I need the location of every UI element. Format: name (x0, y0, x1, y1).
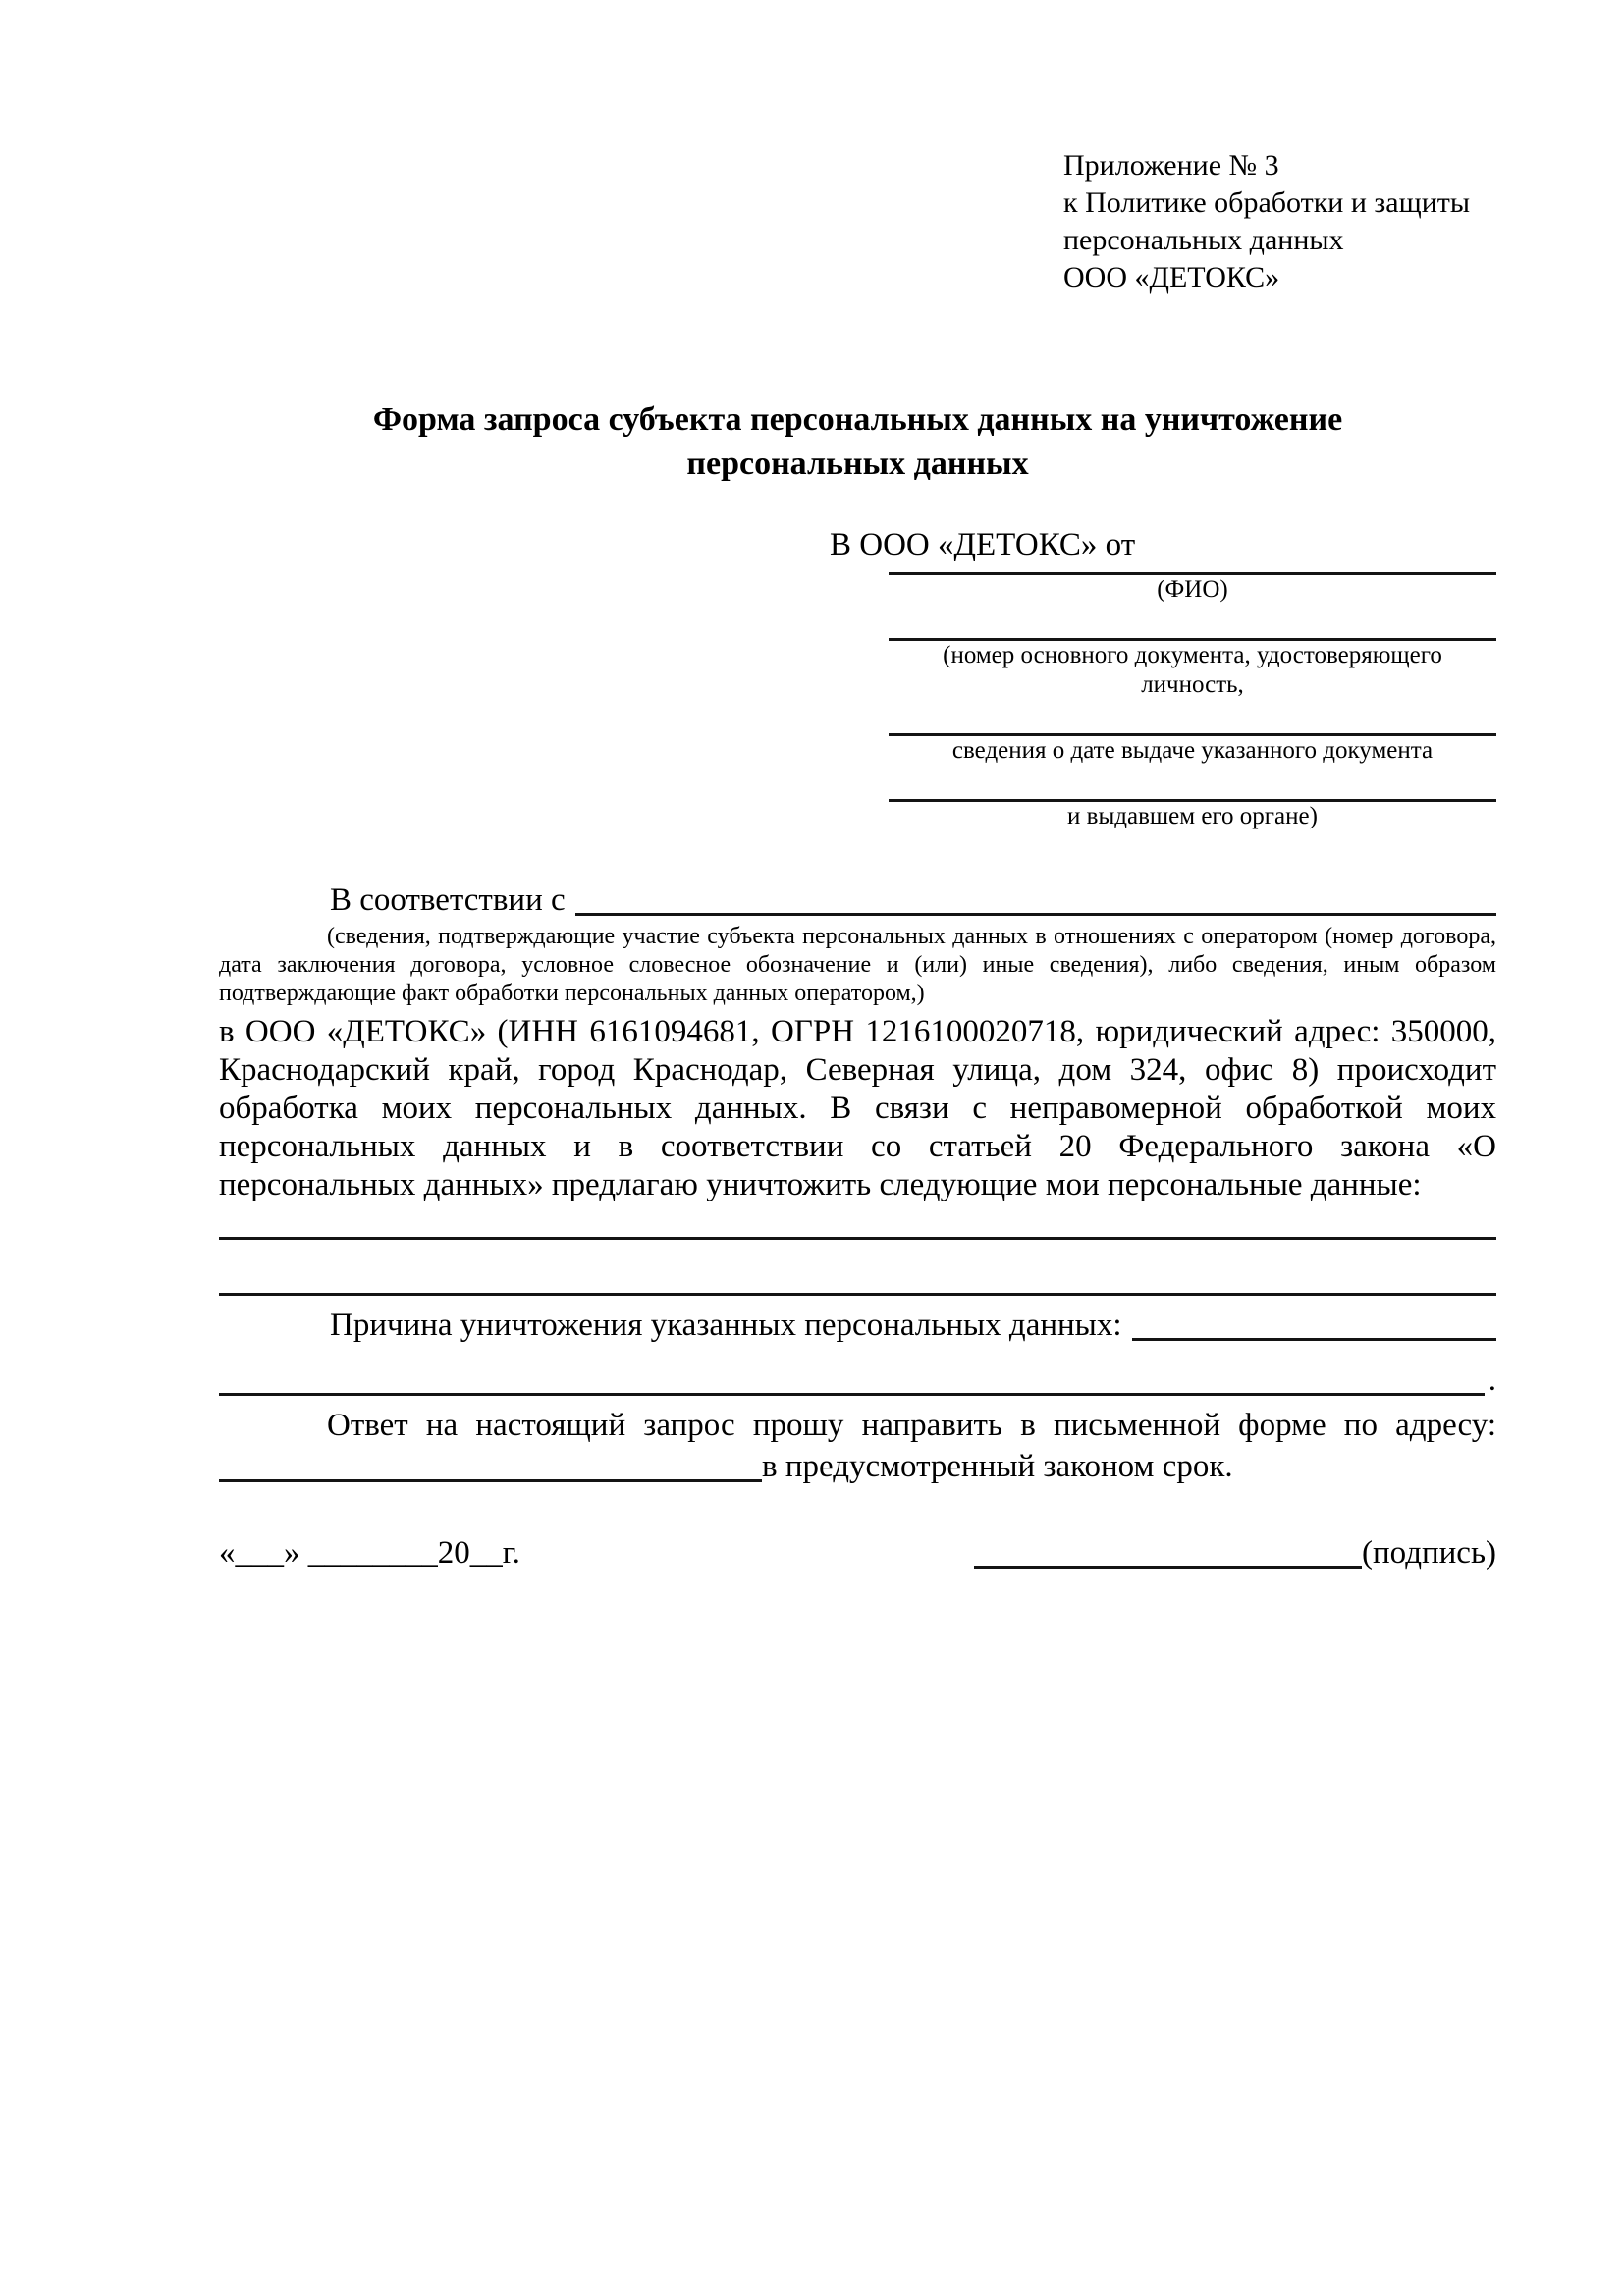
addressee-to-line: В ООО «ДЕТОКС» от (830, 527, 1136, 562)
appendix-block (1063, 147, 1496, 296)
appendix-line: Приложение № 3 (1063, 149, 1279, 182)
appendix-line: ООО «ДЕТОКС» (1063, 261, 1280, 294)
document-number-caption: (номер основного документа, удостоверяющего личность, (943, 642, 1442, 698)
accordance-row (219, 881, 1496, 920)
fio-caption: (ФИО) (1157, 576, 1228, 603)
appendix-line: к Политике обработки и защиты (1063, 187, 1471, 219)
reason-continuation-blank-line (219, 1393, 1485, 1396)
signature-caption: (подпись) (1362, 1535, 1496, 1571)
reason-row (219, 1306, 1496, 1345)
issuing-authority-caption: и выдавшем его органе) (1067, 803, 1318, 829)
fio-blank-row (889, 572, 1496, 605)
accordance-note: (сведения, подтверждающие участие субъекта персональных данных в отношениях с оператором (номер договора, дата заключения договора, условное словесное обозначение и (или) иные сведения), либо сведения, иным образом подтверждающие факт обработки персональных данных оператором,) (219, 924, 1496, 1006)
personal-data-blank-line-2 (219, 1293, 1496, 1296)
reason-continuation-row (219, 1361, 1496, 1400)
addressee-blanks (889, 572, 1496, 831)
issue-date-caption: сведения о дате выдаче указанного документа (951, 737, 1434, 764)
date-line: «___» ________20__г. (219, 1535, 520, 1571)
appendix-line: персональных данных (1063, 224, 1344, 256)
accordance-prefix: В соответствии с (330, 882, 566, 918)
issue-date-blank-row (889, 733, 1496, 766)
document-title: Форма запроса субъекта персональных данных на уничтожение персональных данных (372, 401, 1343, 482)
issuing-authority-blank-row (889, 799, 1496, 831)
personal-data-blank-line-1 (219, 1237, 1496, 1240)
addressee-block (830, 525, 1496, 831)
signature-blank-line (974, 1566, 1362, 1569)
answer-sentence: Ответ на настоящий запрос прошу направить в письменной форме по адресу: (327, 1408, 1496, 1443)
accordance-blank-line (575, 913, 1496, 916)
document-number-blank-row (889, 638, 1496, 700)
answer-suffix: в предусмотренный законом срок. (762, 1449, 1233, 1484)
reason-label: Причина уничтожения указанных персональных данных: (330, 1308, 1122, 1343)
line-terminator: . (1488, 1362, 1496, 1398)
address-row (219, 1447, 1496, 1486)
main-paragraph: в ООО «ДЕТОКС» (ИНН 6161094681, ОГРН 1216100020718, юридический адрес: 350000, Краснодарский край, город Краснодар, Северная улица, дом 324, офис 8) происходит обработка моих персональных данных. В связи с неправомерной обработкой моих персональных данных и в соответствии со статьей 20 Федерального закона «О персональных данных» предлагаю уничтожить следующие мои персональные данные: (219, 1014, 1496, 1202)
signature-block (974, 1533, 1496, 1573)
footer-row (219, 1533, 1496, 1573)
address-blank-line (219, 1479, 762, 1482)
reason-blank-line (1132, 1338, 1496, 1341)
